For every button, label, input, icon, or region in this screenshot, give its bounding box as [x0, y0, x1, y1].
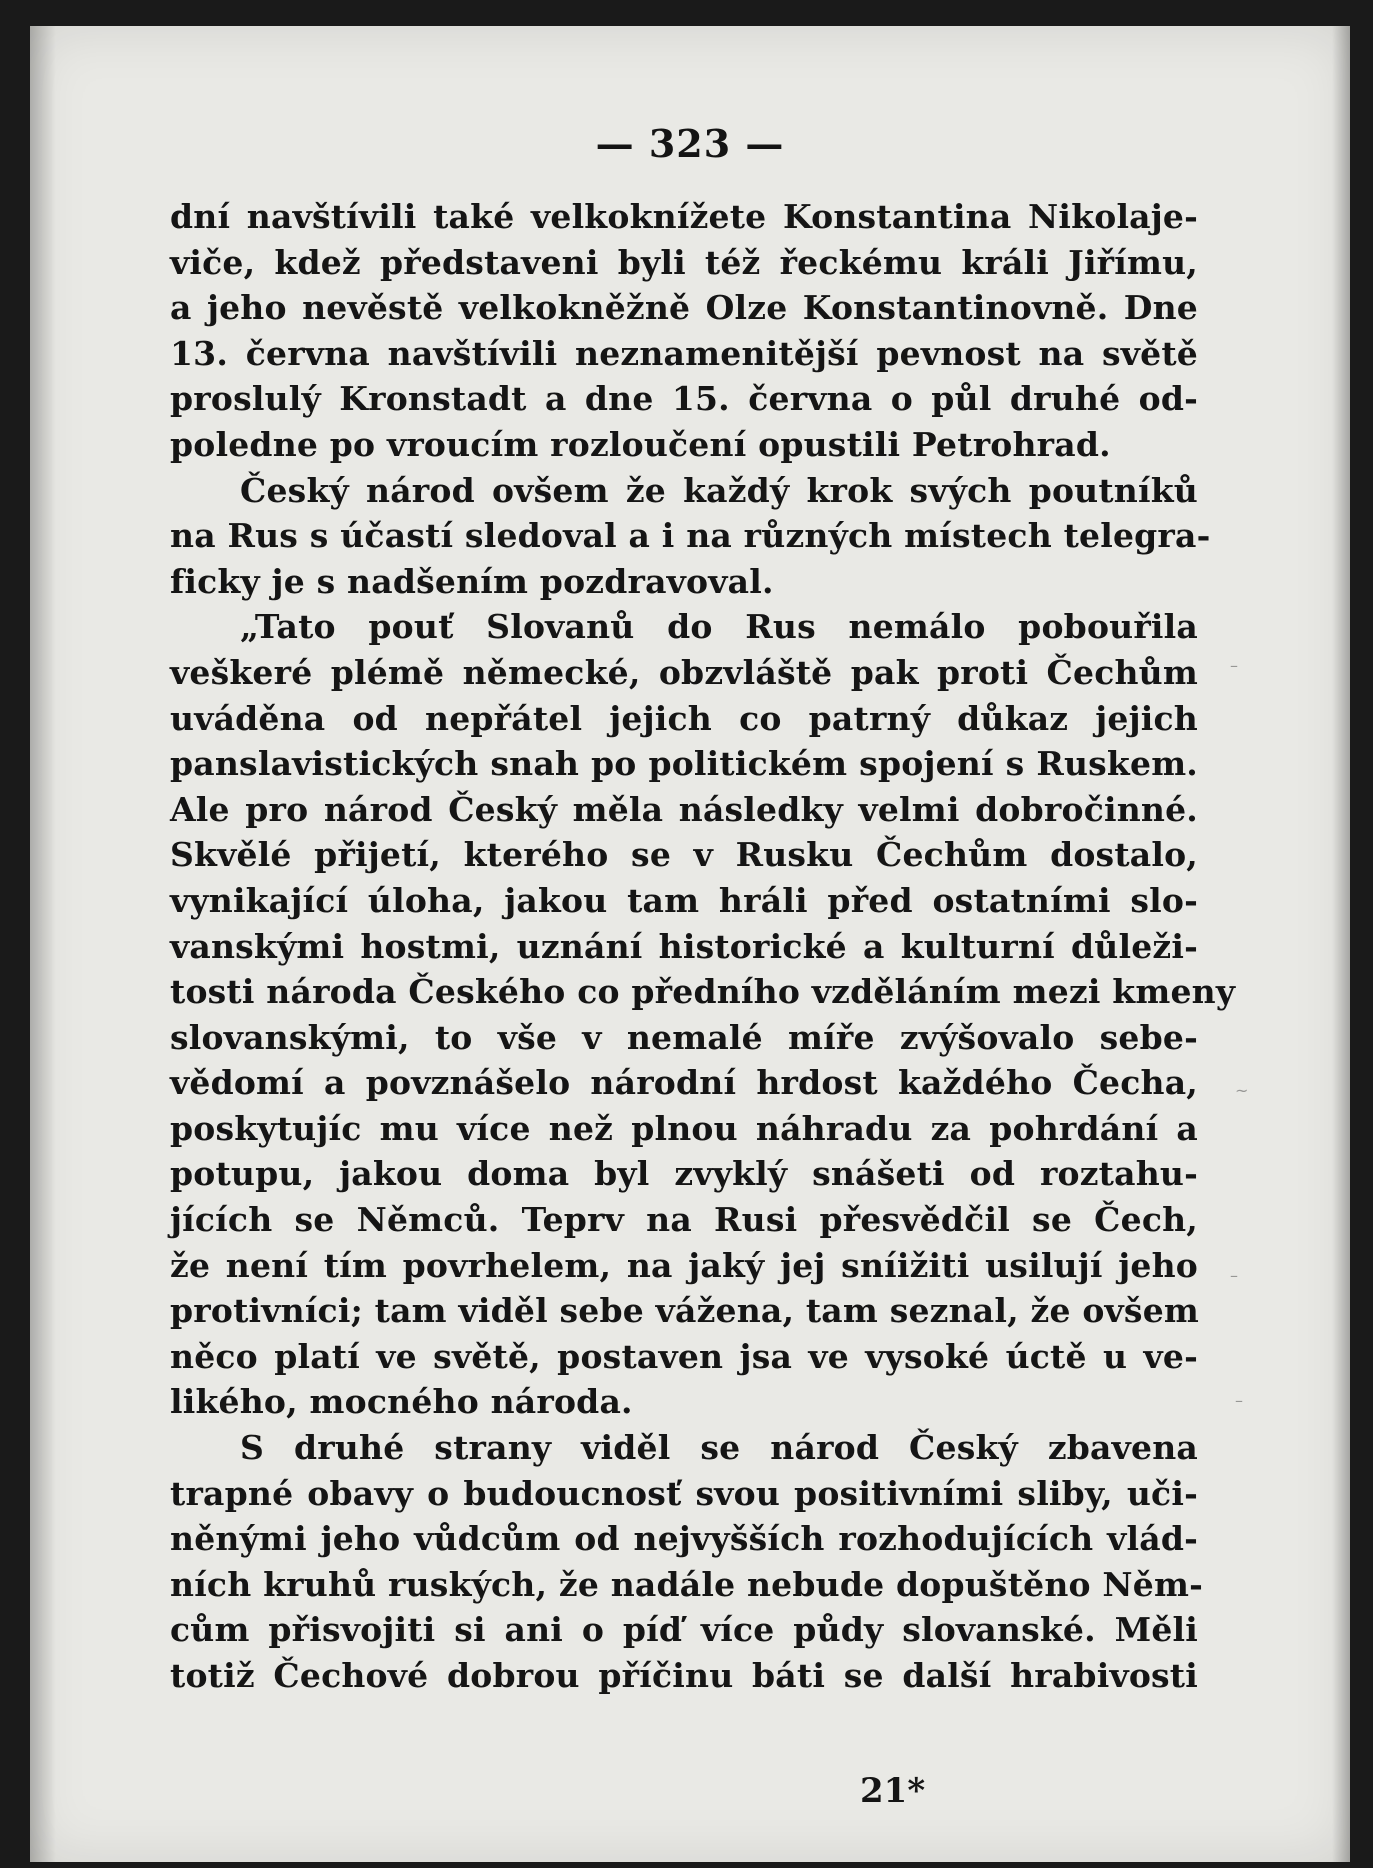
text-line: vynikající úloha, jakou tam hráli před ostatními slo-: [170, 880, 1198, 920]
text-line: poledne po vroucím rozloučení opustili Petrohrad.: [170, 424, 1111, 464]
text-line: dní navštívili také velkoknížete Konstantina Nikolaje-: [170, 197, 1198, 236]
text-line: vědomí a povznášelo národní hrdost každého Čecha,: [170, 1063, 1198, 1103]
text-line: Ale pro národ Český měla následky velmi dobročinné.: [170, 789, 1198, 829]
text-line: protivníci; tam viděl sebe vážena, tam seznal, že ovšem: [170, 1291, 1200, 1331]
print-speck-icon: ~: [1235, 1081, 1249, 1100]
text-line: trapné obavy o budoucnosť svou positivními sliby, uči-: [170, 1473, 1198, 1513]
text-line: vanskými hostmi, uznání historické a kulturní důleži-: [170, 926, 1198, 966]
page-number: — 323 —: [595, 121, 785, 166]
text-line: panslavistických snah po politickém spojení s Ruskem.: [170, 744, 1198, 784]
print-speck-icon: –: [1230, 1266, 1238, 1285]
paragraph-start-line: Český národ ovšem že každý krok svých poutníků: [240, 470, 1198, 510]
text-line: proslulý Kronstadt a dne 15. června o půl druhé od-: [170, 379, 1198, 419]
text-line: slovanskými, to vše v nemalé míře zvýšovalo sebe-: [170, 1017, 1198, 1057]
text-line: a jeho nevěstě velkokněžně Olze Konstantinovně. Dne: [170, 288, 1198, 328]
signature-mark: 21*: [860, 1771, 926, 1811]
text-line: totiž Čechové dobrou příčinu báti se další hrabivosti: [170, 1656, 1198, 1695]
text-line: jících se Němců. Teprv na Rusi přesvědčil se Čech,: [170, 1200, 1198, 1240]
text-line: něco platí ve světě, postaven jsa ve vysoké úctě u ve-: [170, 1336, 1198, 1376]
text-line: něnými jeho vůdcům od nejvyšších rozhodujících vlád-: [170, 1519, 1198, 1559]
text-line: ficky je s nadšením pozdravoval.: [170, 561, 774, 601]
paragraph-start-line: „Tato pouť Slovanů do Rus nemálo pobouřila: [240, 607, 1198, 647]
text-line: Skvělé přijetí, kterého se v Rusku Čechům dostalo,: [170, 835, 1198, 875]
text-line: že není tím povrhelem, na jaký jej sníižiti usilují jeho: [170, 1245, 1198, 1285]
text-line: ních kruhů ruských, že nadále nebude dopuštěno Něm-: [170, 1564, 1204, 1604]
text-line: tosti národa Českého co předního vzděláním mezi kmeny: [170, 972, 1236, 1012]
text-line: likého, mocného národa.: [170, 1382, 633, 1422]
text-line: veškeré plémě německé, obzvláště pak proti Čechům: [170, 652, 1198, 692]
text-line: cům přisvojiti si ani o píď více půdy slovanské. Měli: [170, 1610, 1198, 1650]
text-line: uváděna od nepřátel jejich co patrný důkaz jejich: [170, 698, 1198, 738]
page-body-text: [170, 194, 1236, 1699]
text-line: potupu, jakou doma byl zvyklý snášeti od roztahu-: [170, 1154, 1198, 1194]
text-line: na Rus s účastí sledoval a i na různých místech telegra-: [170, 516, 1211, 556]
book-page: [30, 26, 1350, 1862]
print-speck-icon: –: [1230, 656, 1238, 675]
text-line: viče, kdež představeni byli též řeckému králi Jiřímu,: [170, 242, 1198, 282]
paragraph-start-line: S druhé strany viděl se národ Český zbavena: [240, 1428, 1198, 1468]
text-line: 13. června navštívili neznamenitější pevnost na světě: [170, 333, 1198, 373]
text-line: poskytujíc mu více než plnou náhradu za pohrdání a: [170, 1108, 1198, 1148]
print-speck-icon: –: [1235, 1391, 1243, 1410]
